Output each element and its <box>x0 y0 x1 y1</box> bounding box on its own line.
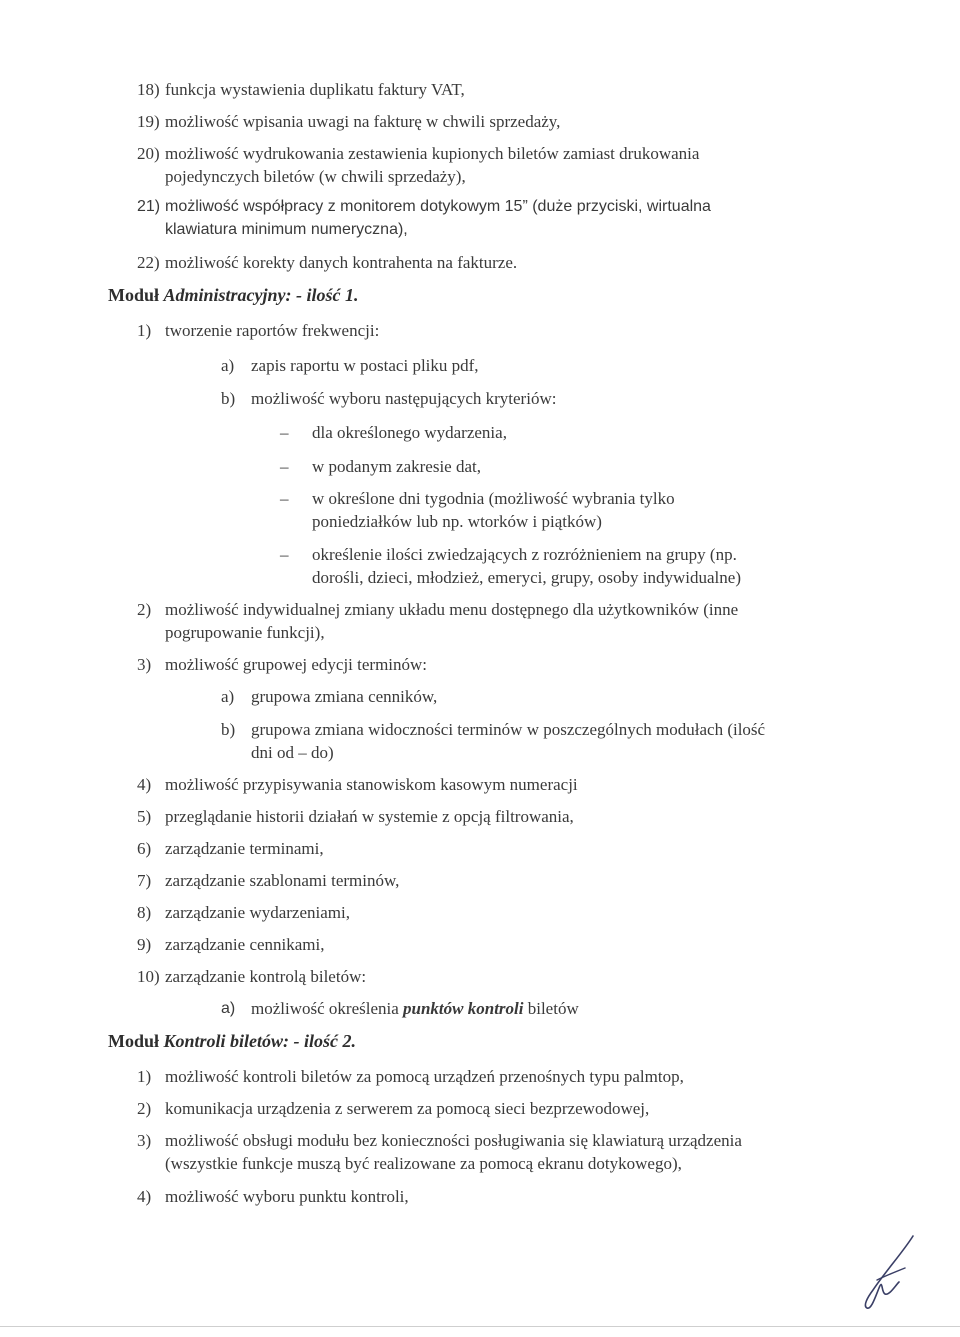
item-text: funkcja wystawienia duplikatu faktury VAT, <box>165 80 465 99</box>
heading-prefix: Moduł <box>108 285 164 305</box>
dash-text: dla określonego wydarzenia, <box>312 423 507 442</box>
sub-letter: a) <box>221 1000 236 1017</box>
item-number: 9) <box>137 935 152 954</box>
item-number: 20) <box>137 144 160 163</box>
sub-text-pre: możliwość określenia <box>251 999 404 1018</box>
admin-module-heading <box>108 284 359 306</box>
item-number: 8) <box>137 903 152 922</box>
item-text: możliwość przypisywania stanowiskom kasowym numeracji <box>165 775 578 794</box>
sub-text: możliwość wyboru następujących kryteriów: <box>251 389 557 408</box>
page-bottom-edge <box>0 1326 960 1327</box>
ticket-module-heading <box>108 1030 356 1052</box>
item-number: 18) <box>137 80 160 99</box>
item-number: 2) <box>137 600 152 619</box>
item-text: możliwość wyboru punktu kontroli, <box>165 1187 409 1206</box>
sub-letter: b) <box>221 720 236 739</box>
item-number: 3) <box>137 1131 152 1150</box>
item-text-line1: możliwość wydrukowania zestawienia kupionych biletów zamiast drukowania <box>165 144 700 163</box>
handwritten-signature <box>855 1232 925 1312</box>
item-number: 7) <box>137 871 152 890</box>
item-text: komunikacja urządzenia z serwerem za pomocą sieci bezprzewodowej, <box>165 1099 650 1118</box>
item-text: zarządzanie cennikami, <box>165 935 325 954</box>
sub-text: grupowa zmiana cenników, <box>251 687 438 706</box>
dash-bullet: – <box>280 545 289 564</box>
item-text: możliwość wpisania uwagi na fakturę w chwili sprzedaży, <box>165 112 561 131</box>
sub-text <box>251 998 579 1020</box>
item-text-line2: pojedynczych biletów (w chwili sprzedaży), <box>165 167 466 186</box>
item-number: 21) <box>137 198 161 215</box>
item-number: 5) <box>137 807 152 826</box>
item-text: przeglądanie historii działań w systemie z opcją filtrowania, <box>165 807 574 826</box>
item-text-line2: (wszystkie funkcje muszą być realizowane za pomocą ekranu dotykowego), <box>165 1154 682 1173</box>
sub-letter: a) <box>221 356 235 375</box>
heading-italic: Administracyjny: - ilość 1. <box>163 285 359 305</box>
heading-italic: Kontroli biletów: - ilość 2. <box>163 1031 357 1051</box>
item-number: 2) <box>137 1099 152 1118</box>
item-number: 4) <box>137 775 152 794</box>
dash-text-line1: określenie ilości zwiedzających z rozróżnieniem na grupy (np. <box>312 545 737 564</box>
item-text-line1: możliwość obsługi modułu bez konieczności posługiwania się klawiaturą urządzenia <box>165 1131 742 1150</box>
item-number: 1) <box>137 1067 152 1086</box>
item-number: 10) <box>137 967 160 986</box>
dash-text-line1: w określone dni tygodnia (możliwość wybrania tylko <box>312 489 675 508</box>
item-number: 4) <box>137 1187 152 1206</box>
item-text: zarządzanie szablonami terminów, <box>165 871 400 890</box>
sub-text-line1: grupowa zmiana widoczności terminów w poszczególnych modułach (ilość <box>251 720 766 739</box>
item-number: 19) <box>137 112 160 131</box>
item-text: zarządzanie terminami, <box>165 839 324 858</box>
item-number: 1) <box>137 321 152 340</box>
item-number: 3) <box>137 655 152 674</box>
item-text: możliwość korekty danych kontrahenta na fakturze. <box>165 253 518 272</box>
item-text-line1: możliwość indywidualnej zmiany układu menu dostępnego dla użytkowników (inne <box>165 600 739 619</box>
item-number: 6) <box>137 839 152 858</box>
sub-letter: a) <box>221 687 235 706</box>
item-number: 22) <box>137 253 160 272</box>
sub-text-post: biletów <box>523 999 579 1018</box>
dash-text-line2: dorośli, dzieci, młodzież, emeryci, grupy, osoby indywidualne) <box>312 568 741 587</box>
dash-text-line2: poniedziałków lub np. wtorków i piątków) <box>312 512 602 531</box>
dash-text: w podanym zakresie dat, <box>312 457 481 476</box>
item-text-line2: pogrupowanie funkcji), <box>165 623 325 642</box>
dash-bullet: – <box>280 489 289 508</box>
item-text: zarządzanie wydarzeniami, <box>165 903 350 922</box>
sub-text-bold: punktów kontroli <box>403 999 524 1018</box>
item-text: możliwość grupowej edycji terminów: <box>165 655 428 674</box>
item-text: możliwość kontroli biletów za pomocą urządzeń przenośnych typu palmtop, <box>165 1067 684 1086</box>
item-text: zarządzanie kontrolą biletów: <box>165 967 367 986</box>
item-text: tworzenie raportów frekwencji: <box>165 321 380 340</box>
item-text-line1: możliwość współpracy z monitorem dotykowym 15” (duże przyciski, wirtualna <box>165 198 711 215</box>
item-text-line2: klawiatura minimum numeryczna), <box>165 221 408 238</box>
sub-letter: b) <box>221 389 236 408</box>
sub-text: zapis raportu w postaci pliku pdf, <box>251 356 479 375</box>
heading-prefix: Moduł <box>108 1031 164 1051</box>
dash-bullet: – <box>280 457 289 476</box>
dash-bullet: – <box>280 423 289 442</box>
sub-text-line2: dni od – do) <box>251 743 334 762</box>
